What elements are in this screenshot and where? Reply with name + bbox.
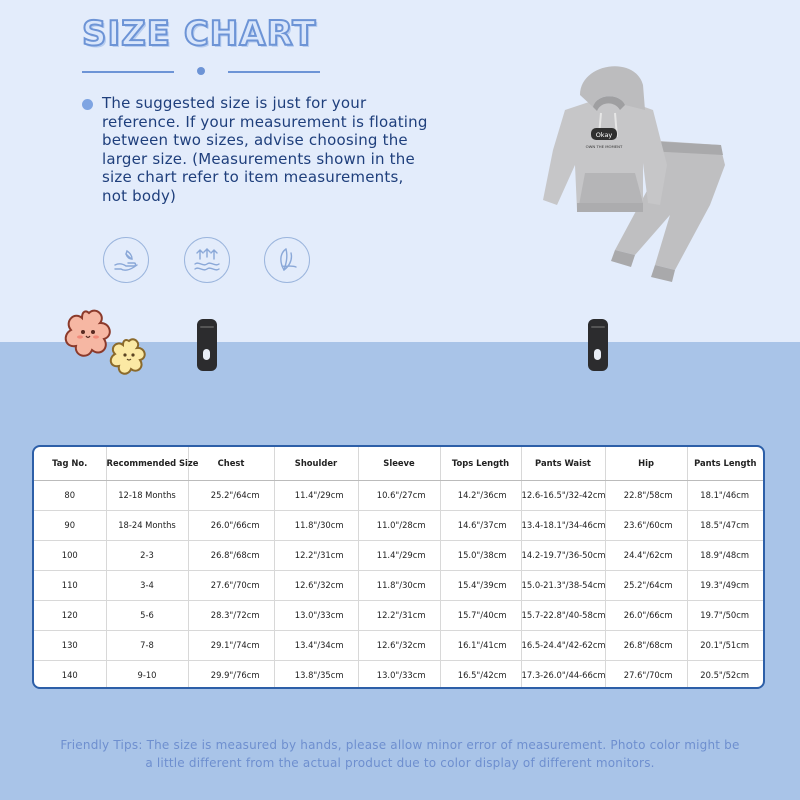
cell-tops-length: 15.4"/39cm [440,570,521,600]
binder-clip-right [588,319,608,371]
binder-clip-left [197,319,217,371]
header-pants-waist: Pants Waist [521,447,605,480]
cell-pants-waist: 17.3-26.0"/44-66cm [521,660,605,689]
cell-shoulder: 11.8"/30cm [274,510,358,540]
cell-pants-waist: 12.6-16.5"/32-42cm [521,480,605,510]
cell-tops-length: 16.5"/42cm [440,660,521,689]
cell-tops-length: 15.7"/40cm [440,600,521,630]
cell-chest: 26.0"/66cm [188,510,274,540]
cell-recommended-size: 3-4 [106,570,188,600]
table-header-row [34,447,763,480]
cell-pants-length: 20.5"/52cm [700,670,749,681]
cell-pants-length: 19.7"/50cm [687,600,763,630]
cell-pants-length: 18.5"/47cm [687,510,763,540]
table-row [34,630,763,660]
size-note: The suggested size is just for your reference. If your measurement is floating between two sizes, advise choosing the larger size. (Measurements shown in the size chart refer to item measurements, not body) [102,94,428,205]
cell-chest: 25.2"/64cm [188,480,274,510]
table-row [34,540,763,570]
table-row [34,480,763,510]
cell-tops-length: 14.6"/37cm [440,510,521,540]
header-hip: Hip [605,447,687,480]
cell-recommended-size: 7-8 [106,630,188,660]
cell-chest: 29.1"/74cm [188,630,274,660]
cell-pants-waist: 15.0-21.3"/38-54cm [521,570,605,600]
cell-sleeve: 10.6"/27cm [358,480,440,510]
cell-tag-no: 110 [34,570,106,600]
cell-recommended-size: 12-18 Months [106,480,188,510]
cell-hip: 24.4"/62cm [605,540,687,570]
cell-sleeve: 13.0"/33cm [358,660,440,689]
product-image [535,55,730,290]
header-recommended-size: Recommended Size [106,447,188,480]
title-divider-right [228,71,320,73]
cell-tops-length: 16.1"/41cm [440,630,521,660]
title-divider-left [82,71,174,73]
header-sleeve: Sleeve [358,447,440,480]
cell-pants-length: 18.9"/48cm [687,540,763,570]
cell-shoulder: 11.4"/29cm [274,480,358,510]
cell-recommended-size: 2-3 [106,540,188,570]
header-tops-length: Tops Length [440,447,521,480]
header-shoulder: Shoulder [274,447,358,480]
table-row [34,600,763,630]
yellow-flower-decoration [106,337,152,381]
cell-hip: 22.8"/58cm [605,480,687,510]
cell-recommended-size: 5-6 [106,600,188,630]
header-chest: Chest [188,447,274,480]
hoodie-slogan: OWN THE MOMENT [585,144,623,149]
page-title: SIZE CHART [82,14,317,54]
cell-chest: 26.8"/68cm [188,540,274,570]
breathable-icon [184,237,230,283]
cell-chest: 27.6"/70cm [188,570,274,600]
cell-pants-length: 18.1"/46cm [687,480,763,510]
title-divider-dot [197,67,205,75]
header-pants-length: Pants Length [687,447,763,480]
cell-pants-length: 19.3"/49cm [687,570,763,600]
header-tag-no: Tag No. [34,447,106,480]
cell-pants-waist: 16.5-24.4"/42-62cm [521,630,605,660]
cell-chest: 28.3"/72cm [188,600,274,630]
cell-sleeve: 12.2"/31cm [358,600,440,630]
cell-tops-length: 15.0"/38cm [440,540,521,570]
cell-recommended-size: 9-10 [106,660,188,689]
cell-hip: 27.6"/70cm [605,660,687,689]
cell-sleeve: 12.6"/32cm [358,630,440,660]
cell-hip: 23.6"/60cm [605,510,687,540]
cell-tag-no: 140 [34,660,106,689]
hand-soft-icon [103,237,149,283]
cell-shoulder: 13.8"/35cm [274,660,358,689]
cell-tops-length: 14.2"/36cm [440,480,521,510]
cell-tag-no: 90 [34,510,106,540]
cell-hip: 25.2"/64cm [605,570,687,600]
cell-shoulder: 12.6"/32cm [274,570,358,600]
cell-tag-no: 100 [34,540,106,570]
note-bullet [82,99,93,110]
cell-pants-waist: 15.7-22.8"/40-58cm [521,600,605,630]
cell-pants-waist: 14.2-19.7"/36-50cm [521,540,605,570]
cell-sleeve: 11.4"/29cm [358,540,440,570]
cell-hip: 26.8"/68cm [605,630,687,660]
cell-sleeve: 11.0"/28cm [358,510,440,540]
table-row [34,570,763,600]
hoodie-patch-text: Okay [595,131,613,139]
cell-tag-no: 80 [34,480,106,510]
cell-chest: 29.9"/76cm [188,660,274,689]
cell-pants-waist: 13.4-18.1"/34-46cm [521,510,605,540]
size-table [32,445,765,689]
cell-tag-no: 120 [34,600,106,630]
table-row [34,660,763,689]
feather-icon [264,237,310,283]
friendly-tips: Friendly Tips: The size is measured by hands, please allow minor error of measurement. Photo color might be a little different from the actual product due to color display of different monitors. [60,738,740,770]
cell-tag-no: 130 [34,630,106,660]
cell-recommended-size: 18-24 Months [106,510,188,540]
cell-shoulder: 13.0"/33cm [274,600,358,630]
cell-pants-length: 20.1"/51cm [687,630,763,660]
cell-shoulder: 12.2"/31cm [274,540,358,570]
table-row [34,510,763,540]
cell-shoulder: 13.4"/34cm [274,630,358,660]
cell-sleeve: 11.8"/30cm [358,570,440,600]
cell-hip: 26.0"/66cm [605,600,687,630]
